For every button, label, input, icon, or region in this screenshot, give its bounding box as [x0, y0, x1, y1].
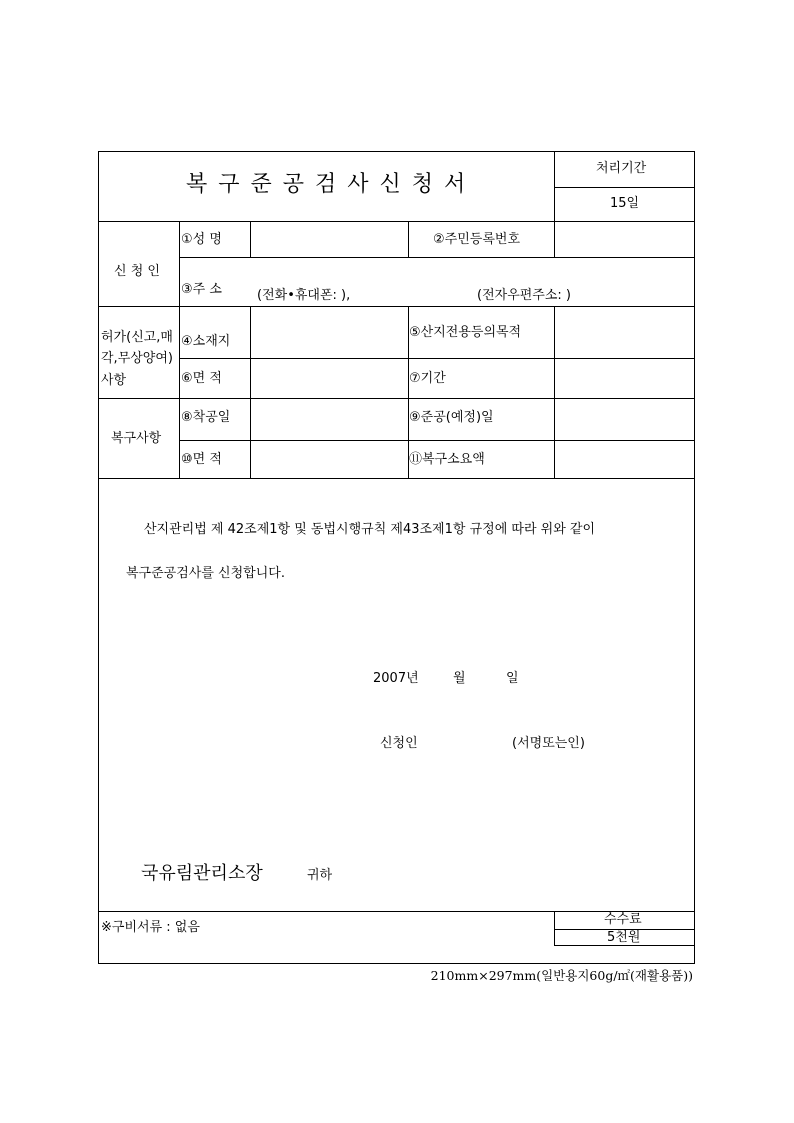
- purpose-field[interactable]: [556, 308, 693, 356]
- phone-label: (전화•휴대폰: ),: [257, 288, 351, 303]
- completion-date-label: ⑨준공(예정)일: [409, 410, 494, 425]
- processing-period-value: 15일: [610, 196, 640, 211]
- date-year: 2007년: [373, 671, 419, 686]
- applicant-sign-label: 신청인: [380, 736, 418, 751]
- processing-period-label: 처리기간: [596, 161, 647, 176]
- date-day: 일: [506, 671, 519, 686]
- completion-date-field[interactable]: [556, 400, 693, 438]
- permit-area-label: ⑥면 적: [181, 371, 222, 386]
- fee-value: 5천원: [607, 930, 641, 945]
- restoration-area-label: ⑩면 적: [181, 452, 222, 467]
- divider: [99, 398, 695, 399]
- purpose-label: ⑤산지전용등의목적: [409, 325, 522, 340]
- divider: [554, 911, 555, 945]
- divider: [408, 221, 409, 257]
- permit-section-label-line1: 허가(신고,매: [101, 330, 173, 345]
- divider: [179, 221, 180, 478]
- divider: [99, 478, 695, 479]
- email-label: (전자우편주소: ): [477, 288, 572, 303]
- divider: [99, 306, 695, 307]
- divider: [250, 306, 251, 478]
- rrn-field[interactable]: [556, 223, 693, 255]
- location-label: ④소재지: [181, 334, 231, 349]
- applicant-section-label: 신 청 인: [114, 264, 160, 279]
- divider: [179, 440, 695, 441]
- start-date-field[interactable]: [252, 400, 406, 438]
- period-label: ⑦기간: [409, 371, 446, 386]
- location-field[interactable]: [252, 308, 406, 356]
- honorific: 귀하: [307, 868, 333, 883]
- period-field[interactable]: [556, 360, 693, 396]
- cost-field[interactable]: [556, 442, 693, 476]
- fee-label: 수수료: [604, 912, 642, 927]
- divider: [99, 221, 695, 222]
- restoration-area-field[interactable]: [252, 442, 406, 476]
- name-label: ①성 명: [181, 232, 222, 247]
- rrn-label: ②주민등록번호: [433, 232, 521, 247]
- statement-line1: 산지관리법 제 42조제1항 및 동법시행규칙 제43조제1항 규정에 따라 위와 같이: [144, 522, 595, 537]
- divider: [250, 221, 251, 257]
- cost-label: ⑪복구소요액: [409, 452, 485, 467]
- statement-line2: 복구준공검사를 신청합니다.: [126, 566, 285, 581]
- documents-note: ※구비서류 : 없음: [101, 920, 200, 935]
- address-label: ③주 소: [181, 282, 222, 297]
- divider: [554, 152, 555, 221]
- recipient: 국유림관리소장: [141, 863, 263, 884]
- restoration-section-label: 복구사항: [111, 431, 162, 446]
- name-field[interactable]: [252, 223, 406, 255]
- signature-label: (서명또는인): [512, 736, 585, 751]
- divider: [179, 257, 695, 258]
- start-date-label: ⑧착공일: [181, 410, 231, 425]
- page-title: 복구준공검사신청서: [186, 172, 477, 197]
- divider: [554, 221, 555, 257]
- divider: [179, 358, 695, 359]
- permit-area-field[interactable]: [252, 360, 406, 396]
- divider: [554, 306, 555, 478]
- application-form: [98, 151, 695, 964]
- paper-size-note: 210mm×297mm(일반용지60g/㎡(재활용품)): [430, 968, 693, 983]
- divider: [554, 187, 695, 188]
- date-month: 월: [453, 671, 466, 686]
- permit-section-label-line2: 각,무상양여): [101, 351, 173, 366]
- permit-section-label-line3: 사항: [101, 373, 127, 388]
